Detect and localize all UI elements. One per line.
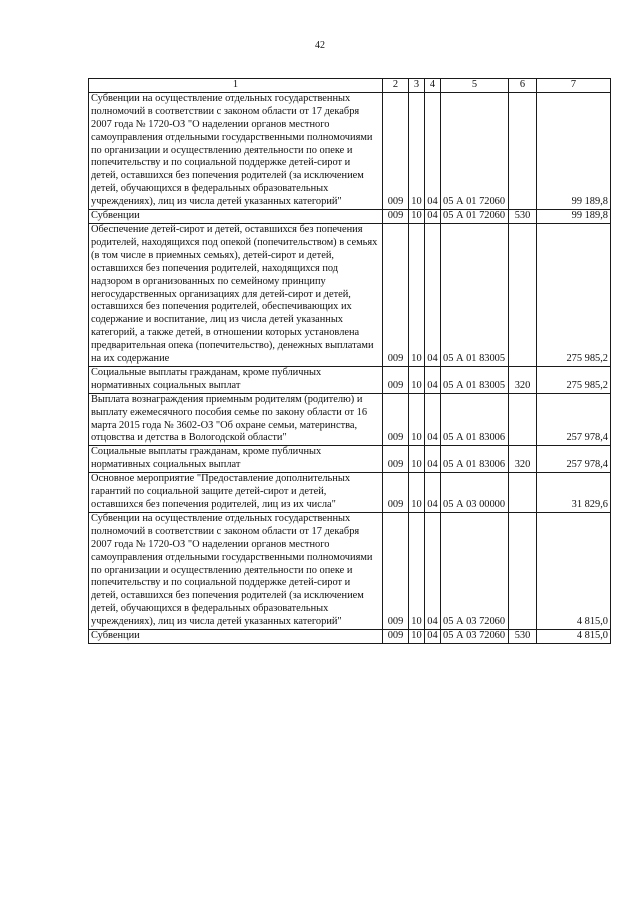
- table-row: [89, 630, 611, 644]
- header-cell-ved: 2: [383, 79, 409, 93]
- row-rz: 10: [409, 393, 425, 446]
- row-vr: [509, 512, 537, 629]
- row-rz: 10: [409, 366, 425, 393]
- row-pr: 04: [425, 223, 441, 366]
- header-cell-name: 1: [89, 79, 383, 93]
- row-vr: [509, 393, 537, 446]
- header-cell-amount: 7: [537, 79, 611, 93]
- row-name: Субвенции на осуществление отдельных государственных полномочий в соответствии с законом области от 17 декабря 2007 года № 1720-ОЗ "О наделении органов местного самоуправления отдельными государственными полномочиями по организации и осуществлению деятельности по опеке и попечительству и по социальной поддержке детей-сирот и детей, оставшихся без попечения родителей (за исключением детей, обучающихся в федеральных образовательных учреждениях), лиц из числа детей указанных категорий": [89, 92, 383, 209]
- row-ved: 009: [383, 393, 409, 446]
- row-csr: 05 А 01 72060: [441, 210, 509, 224]
- row-name: Субвенции: [89, 630, 383, 644]
- table-row: [89, 366, 611, 393]
- row-amount: 275 985,2: [537, 223, 611, 366]
- table-row: [89, 446, 611, 473]
- row-vr: 320: [509, 366, 537, 393]
- row-vr: [509, 473, 537, 513]
- row-csr: 05 А 01 83006: [441, 393, 509, 446]
- row-name: Обеспечение детей-сирот и детей, оставшихся без попечения родителей, находящихся под опекой (попечительством) в семьях (в том числе в приемных семьях), детей-сирот и детей, оставшихся без попечения родителей, находящихся под надзором в организованных по семейному принципу негосударственных организациях для детей-сирот и детей, оставшихся без попечения родителей, обеспечивающих их содержание и воспитание, лиц из числа детей указанных категорий, а также детей, в отношении которых установлена предварительная опека (попечительство), денежных выплатами на их содержание: [89, 223, 383, 366]
- table-row: [89, 512, 611, 629]
- row-ved: 009: [383, 210, 409, 224]
- row-pr: 04: [425, 473, 441, 513]
- row-csr: 05 А 01 72060: [441, 92, 509, 209]
- row-rz: 10: [409, 92, 425, 209]
- row-amount: 275 985,2: [537, 366, 611, 393]
- row-ved: 009: [383, 366, 409, 393]
- row-pr: 04: [425, 446, 441, 473]
- row-vr: 320: [509, 446, 537, 473]
- table-row: [89, 210, 611, 224]
- row-csr: 05 А 03 00000: [441, 473, 509, 513]
- row-rz: 10: [409, 446, 425, 473]
- table-row: [89, 223, 611, 366]
- row-amount: 99 189,8: [537, 92, 611, 209]
- row-csr: 05 А 03 72060: [441, 512, 509, 629]
- row-amount: 4 815,0: [537, 512, 611, 629]
- row-amount: 257 978,4: [537, 393, 611, 446]
- header-cell-csr: 5: [441, 79, 509, 93]
- row-ved: 009: [383, 473, 409, 513]
- row-pr: 04: [425, 630, 441, 644]
- row-rz: 10: [409, 223, 425, 366]
- page-number: 42: [315, 40, 325, 51]
- row-rz: 10: [409, 210, 425, 224]
- table-row: [89, 473, 611, 513]
- row-pr: 04: [425, 92, 441, 209]
- row-pr: 04: [425, 393, 441, 446]
- row-amount: 99 189,8: [537, 210, 611, 224]
- row-amount: 257 978,4: [537, 446, 611, 473]
- header-cell-pr: 4: [425, 79, 441, 93]
- row-name: Социальные выплаты гражданам, кроме публичных нормативных социальных выплат: [89, 446, 383, 473]
- budget-table: [88, 78, 611, 644]
- row-csr: 05 А 01 83005: [441, 223, 509, 366]
- row-csr: 05 А 03 72060: [441, 630, 509, 644]
- row-vr: 530: [509, 630, 537, 644]
- row-ved: 009: [383, 223, 409, 366]
- header-cell-vr: 6: [509, 79, 537, 93]
- table-row: [89, 92, 611, 209]
- header-cell-rz: 3: [409, 79, 425, 93]
- row-name: Основное мероприятие "Предоставление дополнительных гарантий по социальной защите детей-сирот и детей, оставшихся без попечения родителей, лиц из их числа": [89, 473, 383, 513]
- row-name: Социальные выплаты гражданам, кроме публичных нормативных социальных выплат: [89, 366, 383, 393]
- row-vr: [509, 92, 537, 209]
- table-row: [89, 393, 611, 446]
- row-name: Выплата вознаграждения приемным родителям (родителю) и выплату ежемесячного пособия семье по закону области от 16 марта 2015 года № 3602-ОЗ "Об охране семьи, материнства, отцовства и детства в Вологодской области": [89, 393, 383, 446]
- row-ved: 009: [383, 630, 409, 644]
- row-ved: 009: [383, 446, 409, 473]
- table-body: [89, 92, 611, 643]
- row-csr: 05 А 01 83006: [441, 446, 509, 473]
- row-name: Субвенции: [89, 210, 383, 224]
- row-rz: 10: [409, 630, 425, 644]
- row-ved: 009: [383, 512, 409, 629]
- row-rz: 10: [409, 512, 425, 629]
- row-ved: 009: [383, 92, 409, 209]
- row-rz: 10: [409, 473, 425, 513]
- row-pr: 04: [425, 366, 441, 393]
- row-vr: 530: [509, 210, 537, 224]
- row-amount: 31 829,6: [537, 473, 611, 513]
- row-name: Субвенции на осуществление отдельных государственных полномочий в соответствии с законом области от 17 декабря 2007 года № 1720-ОЗ "О наделении органов местного самоуправления отдельными государственными полномочиями по организации и осуществлению деятельности по опеке и попечительству и по социальной поддержке детей-сирот и детей, оставшихся без попечения родителей (за исключением детей, обучающихся в федеральных образовательных учреждениях), лиц из числа детей указанных категорий": [89, 512, 383, 629]
- row-vr: [509, 223, 537, 366]
- header-row: [89, 79, 611, 93]
- row-csr: 05 А 01 83005: [441, 366, 509, 393]
- table-header: [89, 79, 611, 93]
- row-amount: 4 815,0: [537, 630, 611, 644]
- row-pr: 04: [425, 210, 441, 224]
- row-pr: 04: [425, 512, 441, 629]
